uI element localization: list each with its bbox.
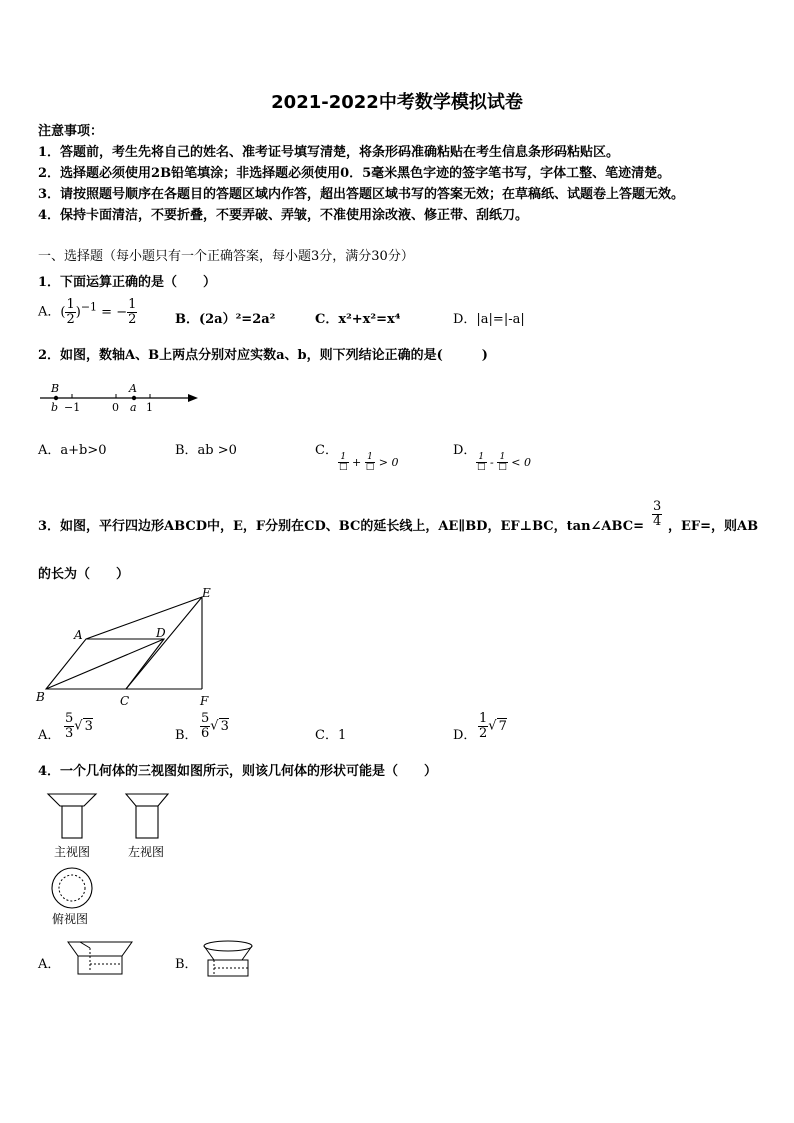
axis-label-A: A xyxy=(129,382,137,395)
q4-side-caption: 左视图 xyxy=(128,845,165,859)
q4-side-view xyxy=(122,790,182,842)
q2-stem: 2．如图，数轴A、B上两点分别对应实数a、b，则下列结论正确的是( ) xyxy=(38,348,488,363)
q2-option-b: B．ab >0 xyxy=(175,443,237,458)
fig-label-B: B xyxy=(36,690,45,704)
q2-option-d-expr: $\frac{1}{□}$ - $\frac{1}{□}$ < 0 xyxy=(477,452,531,473)
q1-stem: 1．下面运算正确的是（ ） xyxy=(38,275,217,290)
q3-option-b-label: B． xyxy=(175,728,198,743)
page-title: 2021-2022中考数学模拟试卷 xyxy=(271,92,523,113)
q4-option-a-figure xyxy=(66,938,136,978)
fig-label-D: D xyxy=(156,626,166,640)
q4-option-b-label: B． xyxy=(175,957,198,972)
axis-label-zero: 0 xyxy=(112,401,119,414)
axis-label-one: 1 xyxy=(146,401,153,414)
notice-item-2: 2．选择题必须使用2B铅笔填涂；非选择题必须使用0．5毫米黑色字迹的签字笔书写，字体工整、笔迹清楚。 xyxy=(38,166,671,181)
q3-tan-den: 4 xyxy=(653,513,662,529)
fig-label-A: A xyxy=(74,628,83,642)
q1-option-b: B．(2a）²=2a² xyxy=(175,312,276,327)
q3-option-b-expr: $\frac{5}{6}$ √ 3 xyxy=(201,711,229,741)
q3-option-a-label: A． xyxy=(38,728,61,743)
q4-stem: 4．一个几何体的三视图如图所示，则该几何体的形状可能是（ ） xyxy=(38,764,438,779)
q3-stem-line2: 的长为（ ） xyxy=(38,567,130,582)
q2-option-d-label: D． xyxy=(453,443,477,458)
q4-option-a-label: A． xyxy=(38,957,61,972)
axis-label-b: b xyxy=(51,401,59,414)
notice-heading: 注意事项： xyxy=(38,124,104,139)
notice-item-4: 4．保持卡面清洁，不要折叠，不要弄破、弄皱，不准使用涂改液、修正带、刮纸刀。 xyxy=(38,208,529,223)
q3-option-a-expr: $\frac{5}{3}$ √ 3 xyxy=(65,711,93,741)
fig-label-E: E xyxy=(202,586,211,600)
q1-option-a xyxy=(38,298,137,326)
q1-option-a-label: A． xyxy=(38,304,61,320)
notice-item-1: 1．答题前，考生先将自己的姓名、准考证号填写清楚，将条形码准确粘贴在考生信息条形码粘贴区。 xyxy=(38,145,620,160)
q1-option-d: D．|a|=|-a| xyxy=(453,312,525,327)
axis-label-B: B xyxy=(51,382,60,395)
q3-option-d-expr: $\frac{1}{2}$ √ 7 xyxy=(479,711,507,741)
q4-option-b-figure xyxy=(200,938,260,980)
section-heading: 一、选择题（每小题只有一个正确答案，每小题3分，满分30分） xyxy=(38,249,414,264)
q1-option-a-expr: ( $\frac{1}{2}$ )$^{-1}$ = − $\frac{1}{2}$ xyxy=(60,297,137,327)
q1-option-c: C．x²+x²=x⁴ xyxy=(315,312,401,327)
q2-option-c-label: C． xyxy=(315,443,338,458)
q3-stem-part2: ，EF=，则AB xyxy=(668,519,759,534)
q4-top-view xyxy=(46,866,98,912)
axis-label-a: a xyxy=(130,401,137,414)
q3-tan-fraction xyxy=(652,500,662,528)
q3-tan-num: 3 xyxy=(653,499,662,514)
axis-label-minus1: −1 xyxy=(64,401,81,414)
fig-label-C: C xyxy=(120,694,130,708)
q2-number-line xyxy=(36,378,206,418)
q2-option-a: A．a+b>0 xyxy=(38,443,107,458)
q3-option-c: C．1 xyxy=(315,728,347,743)
q4-front-view xyxy=(44,790,104,842)
q2-option-c-expr: $\frac{1}{□}$ + $\frac{1}{□}$ > 0 xyxy=(339,452,399,473)
q4-top-caption: 俯视图 xyxy=(52,912,89,926)
q3-figure xyxy=(34,585,224,710)
notice-item-3: 3．请按照题号顺序在各题目的答题区域内作答，超出答题区域书写的答案无效；在草稿纸、试题卷上答题无效。 xyxy=(38,187,685,202)
q3-option-d-label: D． xyxy=(453,728,477,743)
q4-front-caption: 主视图 xyxy=(54,845,91,859)
q3-stem-part1: 3．如图，平行四边形ABCD中，E，F分别在CD、BC的延长线上，AE∥BD，EF⊥BC，tan∠ABC= xyxy=(38,519,644,534)
fig-label-F: F xyxy=(200,694,209,708)
